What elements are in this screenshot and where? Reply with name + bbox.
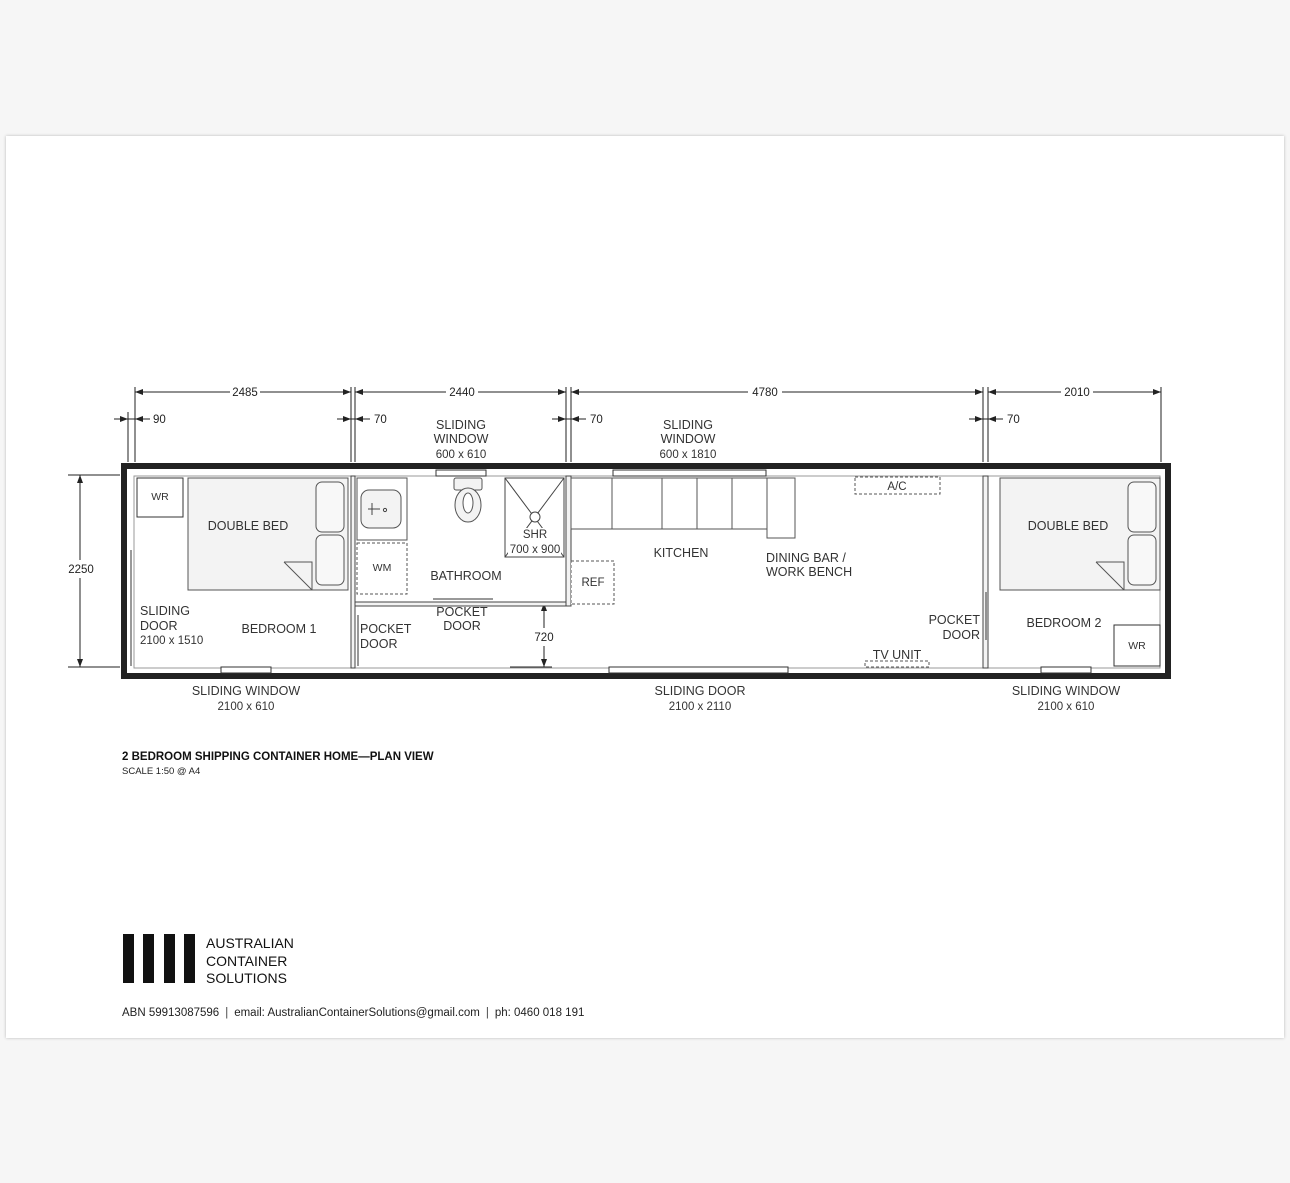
footer-separator: | <box>485 1007 489 1019</box>
bottom-center-label: SLIDING DOOR <box>654 684 746 698</box>
footer-separator: | <box>225 1007 229 1019</box>
pocket-door-bath-1: POCKET <box>436 605 488 619</box>
wm-label: WM <box>372 562 392 574</box>
shower-label: SHR <box>522 529 548 541</box>
bedroom-1-label: BEDROOM 1 <box>241 622 317 636</box>
top-windows <box>436 470 766 476</box>
shower-size: 700 x 900 <box>509 544 561 556</box>
dim-wall-1: 90 <box>153 414 166 426</box>
vanity-sink <box>357 478 407 540</box>
company-name <box>206 935 294 988</box>
drawing-scale: SCALE 1:50 @ A4 <box>122 766 201 777</box>
sliding-door-left-size: 2100 x 1510 <box>140 635 204 647</box>
company-name-line-1: AUSTRALIAN <box>206 935 294 951</box>
tv-label: TV UNIT <box>872 648 922 662</box>
bottom-left-size: 2100 x 610 <box>217 701 275 713</box>
wardrobe-2-label: WR <box>1128 640 1146 652</box>
kitchen-window-label-1: SLIDING <box>662 418 714 432</box>
double-bed-2 <box>1000 478 1160 590</box>
dim-bathroom-width: 2440 <box>449 387 475 399</box>
kitchen-cabinets <box>571 478 767 529</box>
dim-corridor: 720 <box>534 632 554 644</box>
pocket-door-right-2: DOOR <box>942 628 980 642</box>
ac-label: A/C <box>887 481 907 493</box>
bed-1-label: DOUBLE BED <box>207 519 289 533</box>
dim-height: 2250 <box>68 564 94 576</box>
sliding-door-left-2: DOOR <box>140 619 178 633</box>
kitchen-label: KITCHEN <box>653 546 709 560</box>
wardrobe-1-label: WR <box>151 491 169 503</box>
toilet <box>454 478 482 522</box>
dining-bar <box>767 478 795 538</box>
dim-wall-4: 70 <box>1007 414 1020 426</box>
bedroom-2-label: BEDROOM 2 <box>1026 616 1102 630</box>
sliding-door-left-1: SLIDING <box>140 604 191 618</box>
bath-window-label-1: SLIDING <box>435 418 487 432</box>
double-bed-1 <box>188 478 348 590</box>
bottom-left-label: SLIDING WINDOW <box>191 684 301 698</box>
bathroom-label: BATHROOM <box>430 569 502 583</box>
pocket-door-right-1: POCKET <box>928 613 980 627</box>
dim-wall-2: 70 <box>374 414 387 426</box>
footer-contact <box>122 1007 584 1019</box>
bottom-center-size: 2100 x 2110 <box>668 701 732 713</box>
footer-email: email: AustralianContainerSolutions@gmail.com <box>234 1007 480 1019</box>
drawing-title: 2 BEDROOM SHIPPING CONTAINER HOME—PLAN VIEW <box>122 751 434 763</box>
kitchen-window-size: 600 x 1810 <box>659 449 717 461</box>
dining-label-2: WORK BENCH <box>766 565 853 579</box>
dining-label-1: DINING BAR / <box>766 551 846 565</box>
dim-bedroom2-width: 2010 <box>1064 387 1090 399</box>
dim-living-width: 4780 <box>752 387 778 399</box>
pocket-door-bath-2: DOOR <box>443 619 481 633</box>
ref-label: REF <box>581 577 605 589</box>
footer-phone: ph: 0460 018 191 <box>494 1007 585 1019</box>
bath-window-size: 600 x 610 <box>435 449 487 461</box>
pocket-door-left-1: POCKET <box>360 622 412 636</box>
dim-bedroom1-width: 2485 <box>232 387 258 399</box>
kitchen-window-label-2: WINDOW <box>660 432 716 446</box>
footer-abn: ABN 59913087596 <box>122 1007 220 1019</box>
company-name-line-2: CONTAINER <box>206 952 288 969</box>
company-logo <box>123 934 195 983</box>
bottom-right-label: SLIDING WINDOW <box>1011 684 1121 698</box>
bottom-right-size: 2100 x 610 <box>1037 701 1095 713</box>
company-name-line-3: SOLUTIONS <box>206 970 287 986</box>
pocket-door-left-2: DOOR <box>360 637 398 651</box>
bath-window-label-2: WINDOW <box>433 432 489 446</box>
dim-wall-3: 70 <box>590 414 603 426</box>
bed-2-label: DOUBLE BED <box>1027 519 1109 533</box>
